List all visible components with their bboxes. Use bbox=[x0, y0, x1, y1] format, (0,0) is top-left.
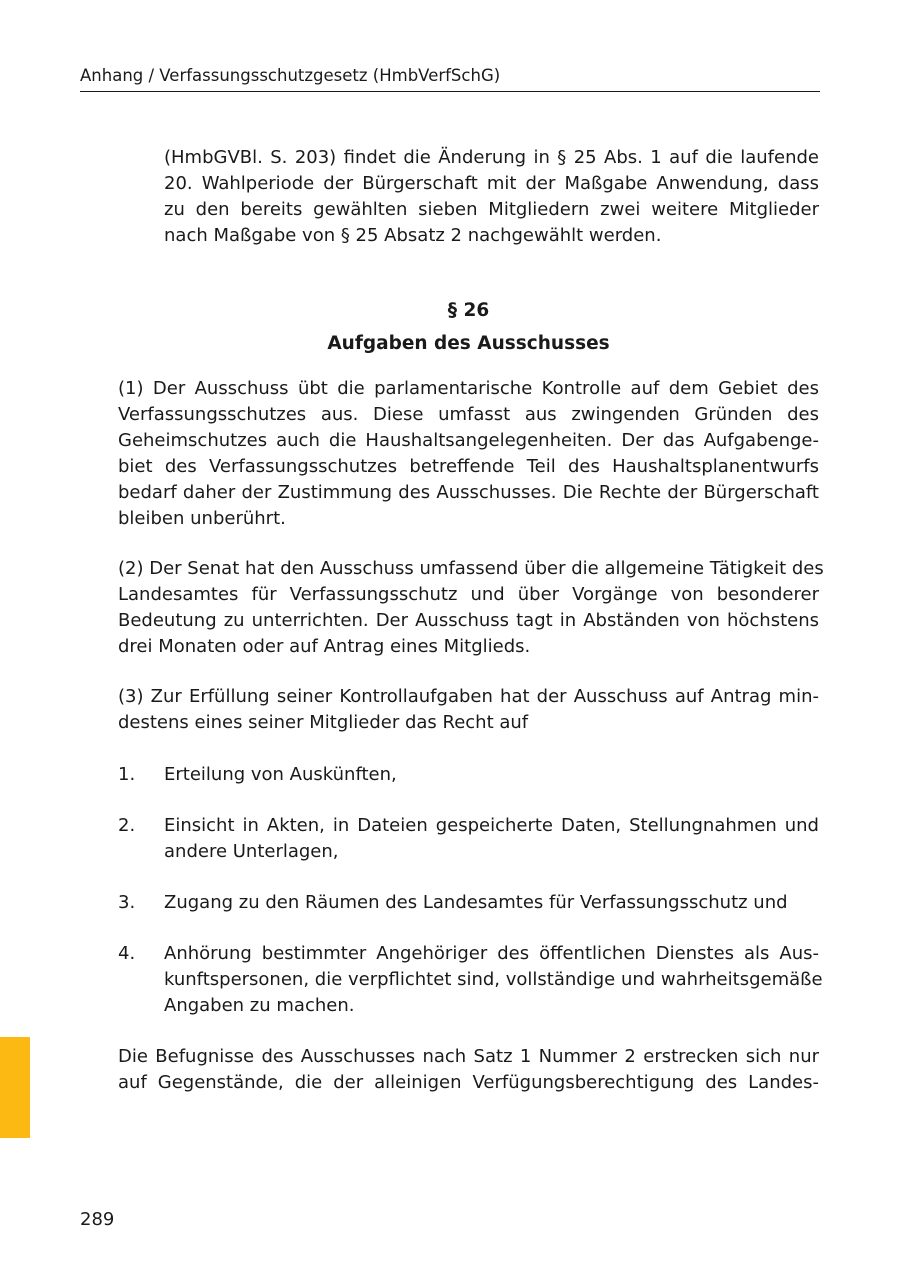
closing-paragraph bbox=[118, 1044, 819, 1096]
intro-paragraph bbox=[164, 145, 819, 249]
text-line: biet des Verfassungsschutzes betreffende Teil des Haushaltsplanentwurfs bbox=[118, 456, 819, 477]
list-marker: 4. bbox=[118, 943, 136, 964]
text-line: (2) Der Senat hat den Ausschuss umfassend über die allgemeine Tätigkeit des bbox=[118, 558, 824, 579]
text-line: andere Unterlagen, bbox=[164, 841, 339, 862]
text-line: (HmbGVBl. S. 203) findet die Änderung in § 25 Abs. 1 auf die laufende bbox=[164, 147, 819, 168]
chapter-thumb-tab bbox=[0, 1037, 30, 1138]
text-line: Geheimschutzes auch die Haushaltsangelegenheiten. Der das Aufgabenge- bbox=[118, 430, 819, 451]
text-line: Verfassungsschutzes aus. Diese umfasst aus zwingenden Gründen des bbox=[118, 404, 819, 425]
text-line: Die Befugnisse des Ausschusses nach Satz 1 Nummer 2 erstrecken sich nur bbox=[118, 1046, 819, 1067]
text-line: 20. Wahlperiode der Bürgerschaft mit der Maßgabe Anwendung, dass bbox=[164, 173, 819, 194]
text-line: zu den bereits gewählten sieben Mitgliedern zwei weitere Mitglieder bbox=[164, 199, 819, 220]
text-line: (1) Der Ausschuss übt die parlamentarische Kontrolle auf dem Gebiet des bbox=[118, 378, 819, 399]
text-line: drei Monaten oder auf Antrag eines Mitglieds. bbox=[118, 636, 531, 657]
page-number: 289 bbox=[80, 1209, 115, 1230]
text-line: Anhörung bestimmter Angehöriger des öffentlichen Dienstes als Aus- bbox=[164, 943, 819, 964]
paragraph-3 bbox=[118, 684, 819, 736]
section-title: Aufgaben des Ausschusses bbox=[327, 333, 610, 354]
section-number: § 26 bbox=[447, 300, 490, 321]
list-marker: 1. bbox=[118, 764, 136, 785]
list-marker: 3. bbox=[118, 892, 136, 913]
text-line: destens eines seiner Mitglieder das Recht auf bbox=[118, 712, 529, 733]
list-marker: 2. bbox=[118, 815, 136, 836]
paragraph-2 bbox=[118, 556, 824, 660]
text-line: bleiben unberührt. bbox=[118, 508, 286, 529]
text-line: Angaben zu machen. bbox=[164, 995, 355, 1016]
running-header: Anhang / Verfassungsschutzgesetz (HmbVerfSchG) bbox=[80, 64, 820, 92]
text-line: Bedeutung zu unterrichten. Der Ausschuss tagt in Abständen von höchstens bbox=[118, 610, 819, 631]
text-line: Einsicht in Akten, in Dateien gespeicherte Daten, Stellungnahmen und bbox=[164, 815, 819, 836]
text-line: Zugang zu den Räumen des Landesamtes für Verfassungsschutz und bbox=[164, 892, 788, 913]
text-line: Erteilung von Auskünften, bbox=[164, 764, 397, 785]
text-line: kunftspersonen, die verpflichtet sind, vollständige und wahrheitsgemäße bbox=[164, 969, 823, 990]
text-line: (3) Zur Erfüllung seiner Kontrollaufgaben hat der Ausschuss auf Antrag min- bbox=[118, 686, 819, 707]
text-line: nach Maßgabe von § 25 Absatz 2 nachgewählt werden. bbox=[164, 225, 662, 246]
paragraph-1 bbox=[118, 376, 819, 532]
text-line: auf Gegenstände, die der alleinigen Verfügungsberechtigung des Landes- bbox=[118, 1072, 819, 1093]
text-line: bedarf daher der Zustimmung des Ausschusses. Die Rechte der Bürgerschaft bbox=[118, 482, 819, 503]
text-line: Landesamtes für Verfassungsschutz und über Vorgänge von besonderer bbox=[118, 584, 819, 605]
